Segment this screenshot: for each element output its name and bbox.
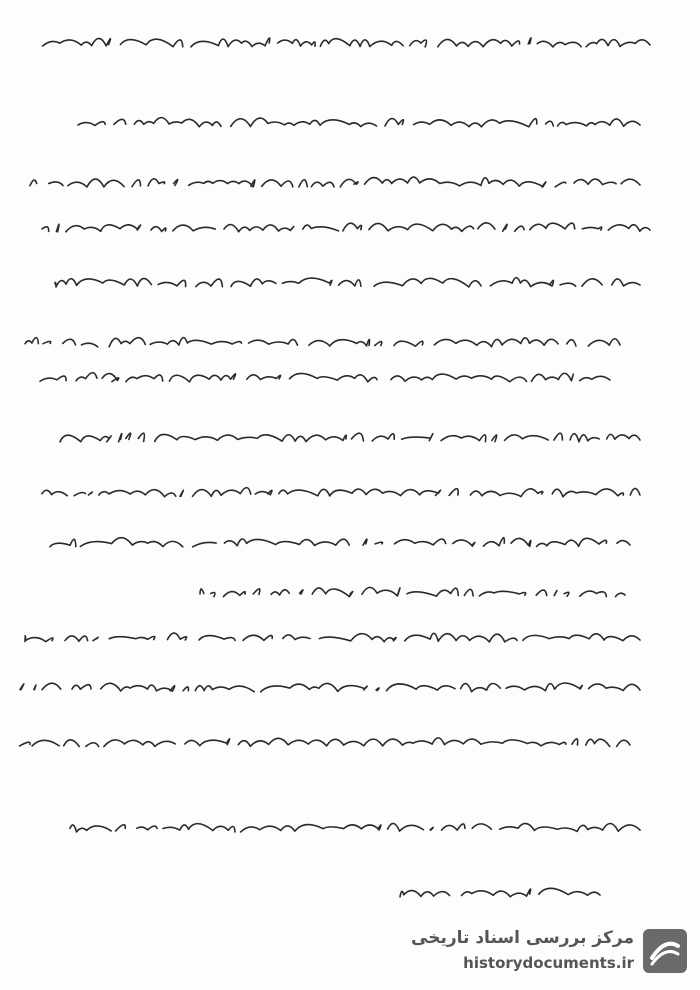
watermark — [412, 924, 692, 982]
archive-scroll-icon — [642, 928, 688, 974]
handwriting-line — [60, 433, 640, 442]
handwriting-line — [50, 538, 630, 547]
handwriting-line — [20, 683, 640, 692]
handwriting-line — [14, 338, 620, 347]
handwriting-line — [16, 738, 630, 747]
handwriting-line — [40, 373, 610, 382]
handwriting-line — [70, 823, 640, 831]
handwriting-line — [25, 633, 640, 642]
handwriting-line — [37, 488, 640, 497]
handwriting-line — [78, 118, 640, 127]
handwriting-line — [400, 888, 600, 897]
handwriting-line — [55, 278, 640, 287]
watermark-title: مرکز بررسی اسناد تاریخی — [411, 928, 634, 948]
handwriting-line — [30, 177, 640, 187]
handwriting-line — [200, 587, 625, 596]
handwriting-line — [42, 223, 650, 232]
watermark-url: historydocuments.ir — [463, 954, 634, 972]
handwriting-line — [43, 38, 650, 47]
